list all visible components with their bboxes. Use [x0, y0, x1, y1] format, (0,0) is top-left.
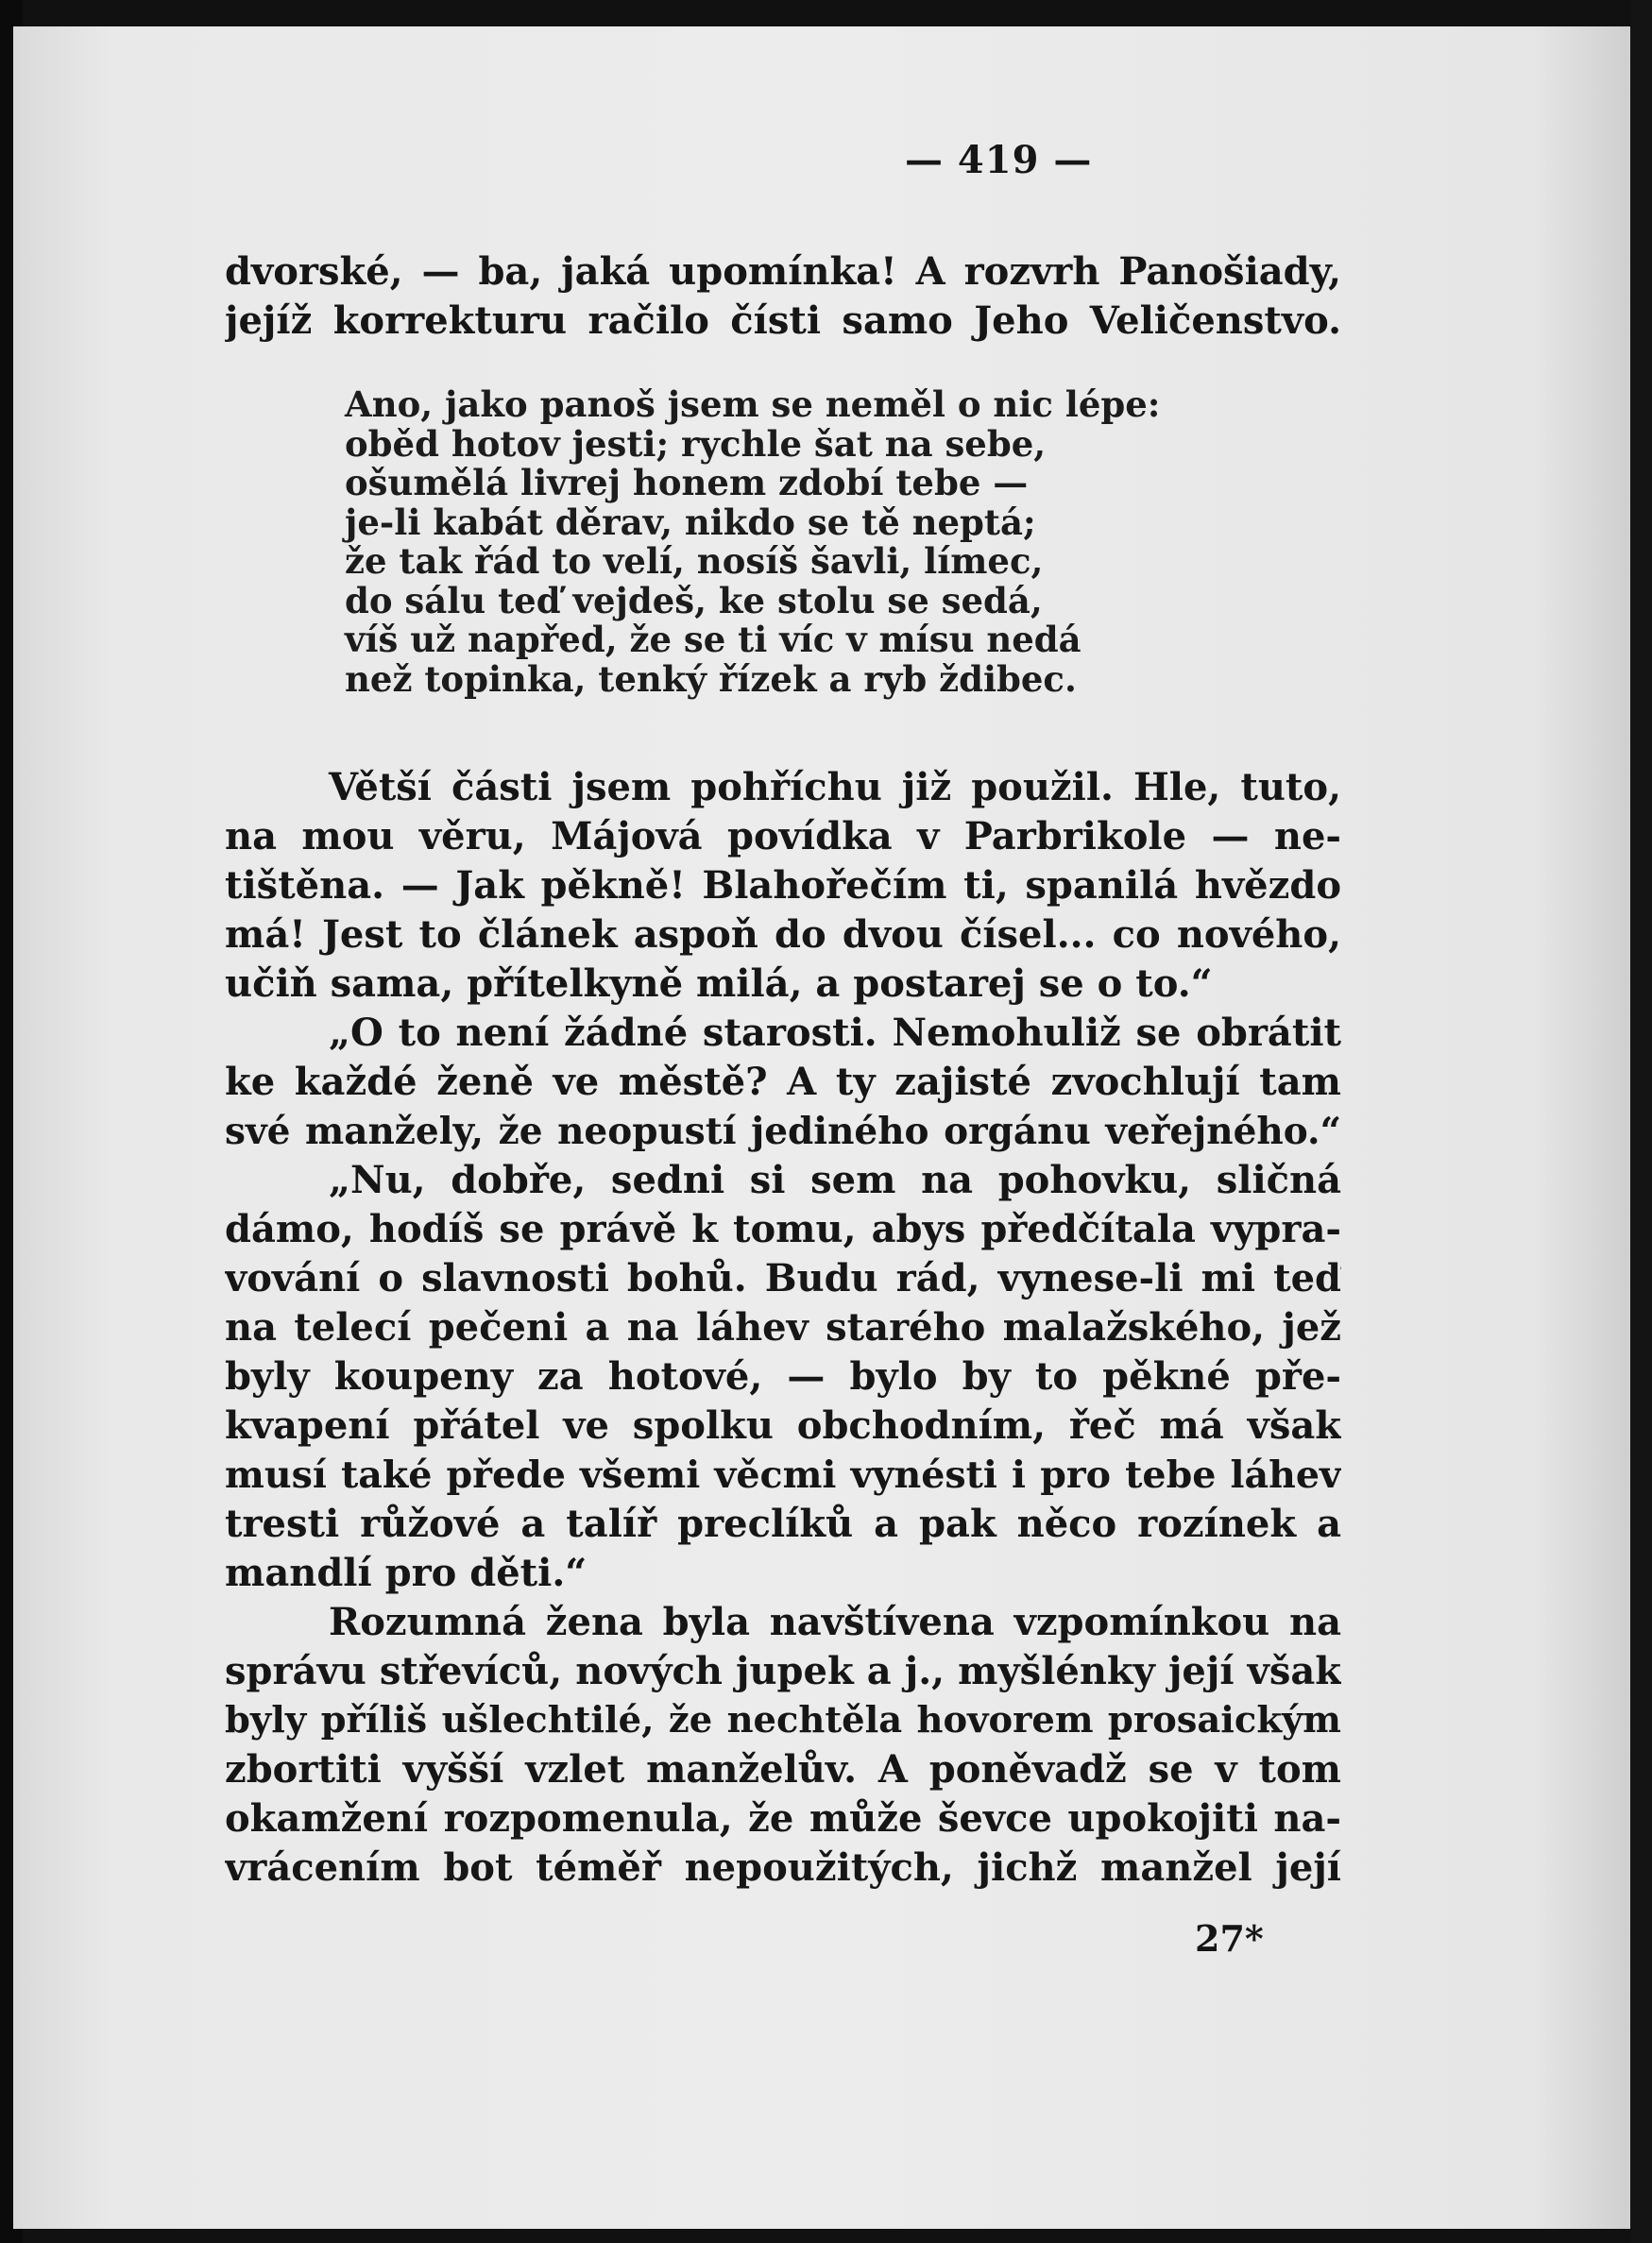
poem-line: je-li kabát děrav, nikdo se tě neptá;	[345, 501, 1036, 543]
text-line: musí také přede všemi věcmi vynésti i pro tebe láhev	[225, 1453, 1341, 1497]
poem-line: oběd hotov jesti; rychle šat na sebe,	[345, 422, 1047, 465]
text-line: má! Jest to článek aspoň do dvou čísel... co nového,	[225, 912, 1341, 957]
text-line: jejíž korrekturu račilo čísti samo Jeho Veličenstvo.	[225, 298, 1341, 343]
text-line: ke každé ženě ve městě? A ty zajisté zvochlují tam	[225, 1060, 1341, 1104]
text-line: kvapení přátel ve spolku obchodním, řeč má však	[225, 1403, 1341, 1448]
text-line: Větší části jsem pohříchu již použil. Hle, tuto,	[329, 765, 1341, 809]
paragraph	[225, 1156, 1341, 1598]
paragraph	[225, 1009, 1341, 1156]
scan-right-edge	[1631, 0, 1652, 2243]
paragraph	[225, 763, 1341, 1009]
text-line: správu střevíců, nových jupek a j., myšlénky její však	[225, 1649, 1341, 1693]
text-line: tištěna. — Jak pěkně! Blahořečím ti, spanilá hvězdo	[225, 863, 1341, 908]
text-line: na telecí pečeni a na láhev starého malažského, jež	[225, 1305, 1341, 1350]
poem-line: že tak řád to velí, nosíš šavli, límec,	[345, 540, 1044, 582]
poem-line: Ano, jako panoš jsem se neměl o nic lépe:	[345, 383, 1161, 425]
poem-line: do sálu teď vejdeš, ke stolu se sedá,	[345, 579, 1043, 621]
text-line: učiň sama, přítelkyně milá, a postarej se o to.“	[225, 961, 1213, 1006]
text-line: své manžely, že neopustí jediného orgánu veřejného.“	[225, 1110, 1341, 1153]
text-line: byly koupeny za hotové, — bylo by to pěkné pře-	[225, 1354, 1341, 1399]
printer-signature: 27*	[1195, 1917, 1264, 1960]
text-line: dámo, hodíš se právě k tomu, abys předčítala vypra-	[225, 1207, 1341, 1251]
poem-line: víš už napřed, že se ti víc v mísu nedá	[345, 619, 1081, 660]
page-number: — 419 —	[905, 138, 1093, 182]
text-line: dvorské, — ba, jaká upomínka! A rozvrh Panošiady,	[225, 249, 1341, 294]
text-line: okamžení rozpomenula, že může ševce upokojiti na-	[225, 1796, 1341, 1841]
text-line: vrácením bot téměř nepoužitých, jichž manžel její	[225, 1845, 1341, 1890]
poem-line: ošumělá livrej honem zdobí tebe —	[345, 462, 1029, 503]
text-line: tresti růžové a talíř preclíků a pak něco rozínek a	[225, 1502, 1341, 1546]
text-line: vování o slavnosti bohů. Budu rád, vynese-li mi teď	[225, 1256, 1341, 1300]
poem-line: než topinka, tenký řízek a ryb ždibec.	[345, 657, 1077, 700]
text-line: „Nu, dobře, sedni si sem na pohovku, sličná	[329, 1158, 1341, 1202]
text-line: mandlí pro děti.“	[225, 1551, 588, 1595]
text-line: byly příliš ušlechtilé, že nechtěla hovorem prosaickým	[225, 1699, 1341, 1742]
text-line: zbortiti vyšší vzlet manželův. A poněvadž se v tom	[225, 1747, 1341, 1792]
text-line: Rozumná žena byla navštívena vzpomínkou na	[329, 1600, 1341, 1644]
text-line: „O to není žádné starosti. Nemohuliž se obrátit	[329, 1011, 1341, 1055]
poem-block	[345, 385, 1160, 699]
text-line: na mou věru, Májová povídka v Parbrikole — ne-	[225, 814, 1341, 858]
paragraph	[225, 1598, 1341, 1893]
opening-lines	[225, 247, 1341, 346]
